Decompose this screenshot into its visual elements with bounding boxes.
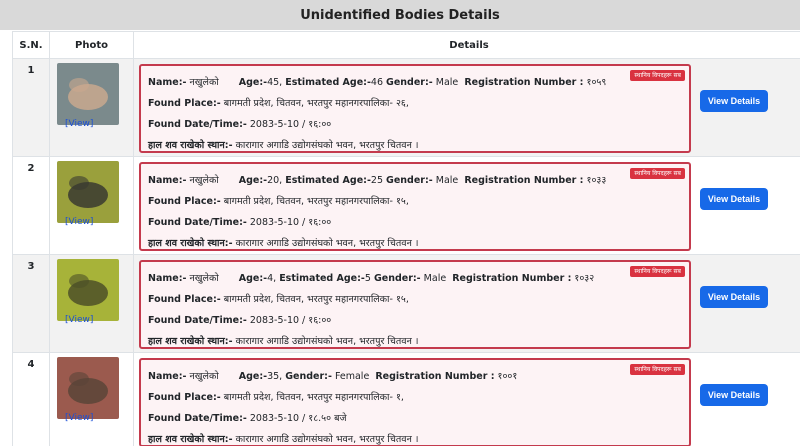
name-label: Name:- <box>148 175 187 186</box>
gender-value: Female <box>334 371 370 382</box>
column-header-photo: Photo <box>50 32 134 59</box>
gender-label: Gender:- <box>386 175 433 186</box>
row-serial-number: 4 <box>13 353 50 446</box>
location-line <box>148 233 682 254</box>
gender-value: Male <box>423 273 447 284</box>
photo-cell <box>50 255 134 353</box>
title-bar <box>0 0 800 30</box>
found-datetime-line <box>148 114 682 135</box>
gender-label: Gender:- <box>285 371 332 382</box>
details-cell <box>134 255 800 353</box>
name-label: Name:- <box>148 273 187 284</box>
view-photo-link[interactable]: [View] <box>65 217 94 227</box>
found-datetime-label: Found Date/Time:- <box>148 217 247 228</box>
found-datetime-label: Found Date/Time:- <box>148 413 247 424</box>
view-photo-link[interactable]: [View] <box>65 413 94 423</box>
body-photo[interactable] <box>57 63 119 125</box>
registration-number-label: Registration Number : <box>464 77 584 88</box>
photo-cell <box>50 353 134 446</box>
age-label: Age:- <box>238 273 268 284</box>
identity-line <box>148 366 682 387</box>
found-place-value: बागमती प्रदेश, चितवन, भरतपुर महानगरपालिका- १५, <box>223 196 409 207</box>
registration-number-value: १०३२ <box>574 273 595 284</box>
estimated-age-value: 25 <box>370 175 383 186</box>
found-place-label: Found Place:- <box>148 294 221 305</box>
age-label: Age:- <box>238 175 268 186</box>
registration-number-value: १००१ <box>497 371 518 382</box>
gender-value: Male <box>435 77 459 88</box>
registration-number-label: Registration Number : <box>452 273 572 284</box>
location-label: हाल शव राखेको स्थान:- <box>148 238 233 249</box>
found-place-label: Found Place:- <box>148 98 221 109</box>
column-header-details: Details <box>134 32 800 59</box>
table-row <box>13 59 800 157</box>
table-row <box>13 157 800 255</box>
registration-number-label: Registration Number : <box>464 175 584 186</box>
location-label: हाल शव राखेको स्थान:- <box>148 434 233 445</box>
body-photo[interactable] <box>57 259 119 321</box>
location-value: कारागार अगाडि उद्योगसंघको भवन, भरतपुर चितवन । <box>235 434 419 445</box>
gender-label: Gender:- <box>373 273 421 284</box>
details-cell <box>134 157 800 255</box>
row-serial-number: 3 <box>13 255 50 353</box>
age-value: 45, <box>267 77 283 88</box>
details-card <box>139 64 691 153</box>
photo-cell <box>50 59 134 157</box>
name-value: नखुलेको <box>189 371 219 382</box>
found-place-line <box>148 289 682 310</box>
gender-value: Male <box>435 175 459 186</box>
category-badge: स्थानिय विपदहरू सब <box>630 364 685 375</box>
column-header-sn: S.N. <box>13 32 50 59</box>
estimated-age-label: Estimated Age:- <box>285 77 371 88</box>
location-value: कारागार अगाडि उद्योगसंघको भवन, भरतपुर चितवन । <box>235 336 419 347</box>
found-place-value: बागमती प्रदेश, चितवन, भरतपुर महानगरपालिका- १, <box>223 392 404 403</box>
location-value: कारागार अगाडि उद्योगसंघको भवन, भरतपुर चितवन । <box>235 238 419 249</box>
details-cell <box>134 59 800 157</box>
table-row <box>13 255 800 353</box>
found-datetime-value: 2083-5-10 / १६:०० <box>249 119 332 130</box>
registration-number-value: १०५९ <box>586 77 607 88</box>
found-datetime-line <box>148 310 682 331</box>
page-title: Unidentified Bodies Details <box>300 7 500 23</box>
found-datetime-value: 2083-5-10 / १८.५० बजे <box>249 413 347 424</box>
category-badge: स्थानिय विपदहरू सब <box>630 70 685 81</box>
bodies-table <box>12 31 800 446</box>
age-label: Age:- <box>238 77 268 88</box>
found-place-label: Found Place:- <box>148 392 221 403</box>
location-label: हाल शव राखेको स्थान:- <box>148 336 233 347</box>
found-place-line <box>148 93 682 114</box>
location-line <box>148 429 682 446</box>
registration-number-label: Registration Number : <box>375 371 495 382</box>
view-details-button[interactable]: View Details <box>700 90 768 112</box>
identity-line <box>148 268 682 289</box>
table-header-row <box>13 32 800 59</box>
identity-line <box>148 72 682 93</box>
body-photo[interactable] <box>57 161 119 223</box>
location-line <box>148 135 682 156</box>
location-label: हाल शव राखेको स्थान:- <box>148 140 233 151</box>
age-value: 20, <box>267 175 283 186</box>
details-card <box>139 358 691 446</box>
identity-line <box>148 170 682 191</box>
found-datetime-value: 2083-5-10 / १६:०० <box>249 315 332 326</box>
gender-label: Gender:- <box>386 77 433 88</box>
row-serial-number: 1 <box>13 59 50 157</box>
estimated-age-value: 46 <box>370 77 383 88</box>
name-value: नखुलेको <box>189 175 219 186</box>
found-datetime-value: 2083-5-10 / १६:०० <box>249 217 332 228</box>
found-datetime-line <box>148 212 682 233</box>
details-card <box>139 260 691 349</box>
age-label: Age:- <box>238 371 268 382</box>
estimated-age-value: 5 <box>364 273 371 284</box>
location-line <box>148 331 682 352</box>
found-place-value: बागमती प्रदेश, चितवन, भरतपुर महानगरपालिका- २६, <box>223 98 409 109</box>
found-place-label: Found Place:- <box>148 196 221 207</box>
table-row <box>13 353 800 446</box>
category-badge: स्थानिय विपदहरू सब <box>630 266 685 277</box>
name-label: Name:- <box>148 77 187 88</box>
photo-cell <box>50 157 134 255</box>
age-value: 4, <box>267 273 277 284</box>
row-serial-number: 2 <box>13 157 50 255</box>
view-details-button[interactable]: View Details <box>700 286 768 308</box>
details-cell <box>134 353 800 446</box>
found-datetime-label: Found Date/Time:- <box>148 119 247 130</box>
age-value: 35, <box>267 371 283 382</box>
location-value: कारागार अगाडि उद्योगसंघको भवन, भरतपुर चितवन । <box>235 140 419 151</box>
view-details-button[interactable]: View Details <box>700 384 768 406</box>
category-badge: स्थानिय विपदहरू सब <box>630 168 685 179</box>
view-details-button[interactable]: View Details <box>700 188 768 210</box>
found-datetime-line <box>148 408 682 429</box>
found-place-value: बागमती प्रदेश, चितवन, भरतपुर महानगरपालिका- १५, <box>223 294 409 305</box>
name-value: नखुलेको <box>189 77 219 88</box>
view-photo-link[interactable]: [View] <box>65 119 94 129</box>
details-card <box>139 162 691 251</box>
found-place-line <box>148 191 682 212</box>
estimated-age-label: Estimated Age:- <box>279 273 365 284</box>
view-photo-link[interactable]: [View] <box>65 315 94 325</box>
estimated-age-label: Estimated Age:- <box>285 175 371 186</box>
found-place-line <box>148 387 682 408</box>
name-label: Name:- <box>148 371 187 382</box>
name-value: नखुलेको <box>189 273 219 284</box>
found-datetime-label: Found Date/Time:- <box>148 315 247 326</box>
registration-number-value: १०३३ <box>586 175 607 186</box>
body-photo[interactable] <box>57 357 119 419</box>
